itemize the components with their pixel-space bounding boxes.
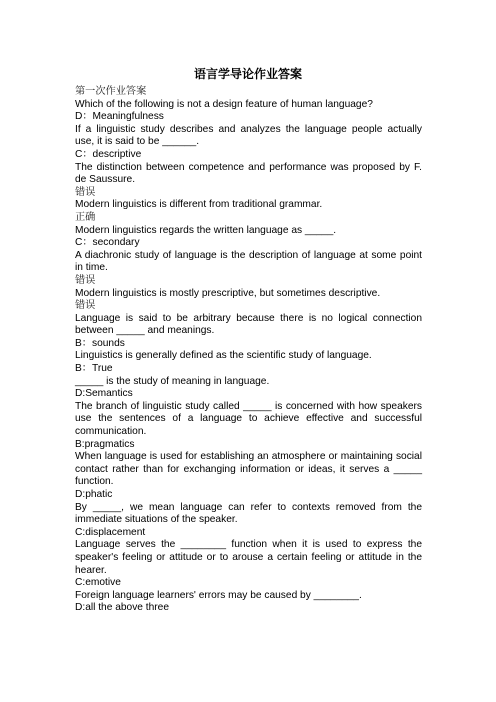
- question-text: Language serves the ________ function when it is used to express the speaker's feeling or attitude or to arouse a certain feeling or attitude in the hearer.: [75, 539, 422, 576]
- question-text: When language is used for establishing an atmosphere or maintaining social contact rather than for exchanging information or ideas, it serves a _____ function.: [75, 451, 422, 488]
- question-text: Modern linguistics is different from traditional grammar.: [75, 199, 323, 211]
- answer-text: 错误: [75, 274, 96, 286]
- question-text: Foreign language learners' errors may be caused by ________.: [75, 589, 362, 601]
- answer-text: C:displacement: [75, 526, 146, 538]
- answer-text: D:phatic: [75, 489, 113, 500]
- question-text: By _____, we mean language can refer to contexts removed from the immediate situations of the speaker.: [75, 501, 422, 526]
- question-text: Modern linguistics is mostly prescriptive, but sometimes descriptive.: [75, 287, 381, 299]
- question-text: Which of the following is not a design feature of human language?: [75, 98, 373, 110]
- answer-text: 正确: [75, 211, 96, 223]
- answer-text: D：Meaningfulness: [75, 111, 164, 123]
- answer-text: C：secondary: [75, 237, 140, 249]
- section-heading: 第一次作业答案: [75, 86, 147, 97]
- question-text: If a linguistic study describes and analyzes the language people actually use, it is said to be ______.: [75, 123, 422, 148]
- question-text: Language is said to be arbitrary because there is no logical connection between _____ and meanings.: [75, 312, 422, 337]
- question-text: Linguistics is generally defined as the scientific study of language.: [75, 350, 372, 362]
- document-body: [75, 86, 422, 615]
- answer-text: C:emotive: [75, 577, 121, 589]
- answer-text: B:pragmatics: [75, 438, 135, 450]
- question-text: The distinction between competence and performance was proposed by F. de Saussure.: [75, 161, 422, 186]
- document-title: 语言学导论作业答案: [193, 67, 302, 81]
- answer-text: D:all the above three: [75, 602, 170, 614]
- answer-text: 错误: [75, 186, 96, 198]
- question-text: The branch of linguistic study called _____ is concerned with how speakers use the sentences of a language to achieve effective and successful communication.: [75, 400, 422, 438]
- answer-text: D:Semantics: [75, 388, 133, 400]
- answer-text: 错误: [75, 300, 96, 312]
- answer-text: C：descriptive: [75, 148, 142, 160]
- answer-text: B：sounds: [75, 337, 125, 349]
- answer-text: B：True: [75, 363, 113, 375]
- question-text: A diachronic study of language is the description of language at some point in time.: [75, 249, 422, 274]
- question-text: Modern linguistics regards the written language as _____.: [75, 224, 337, 236]
- question-text: _____ is the study of meaning in language.: [75, 375, 270, 387]
